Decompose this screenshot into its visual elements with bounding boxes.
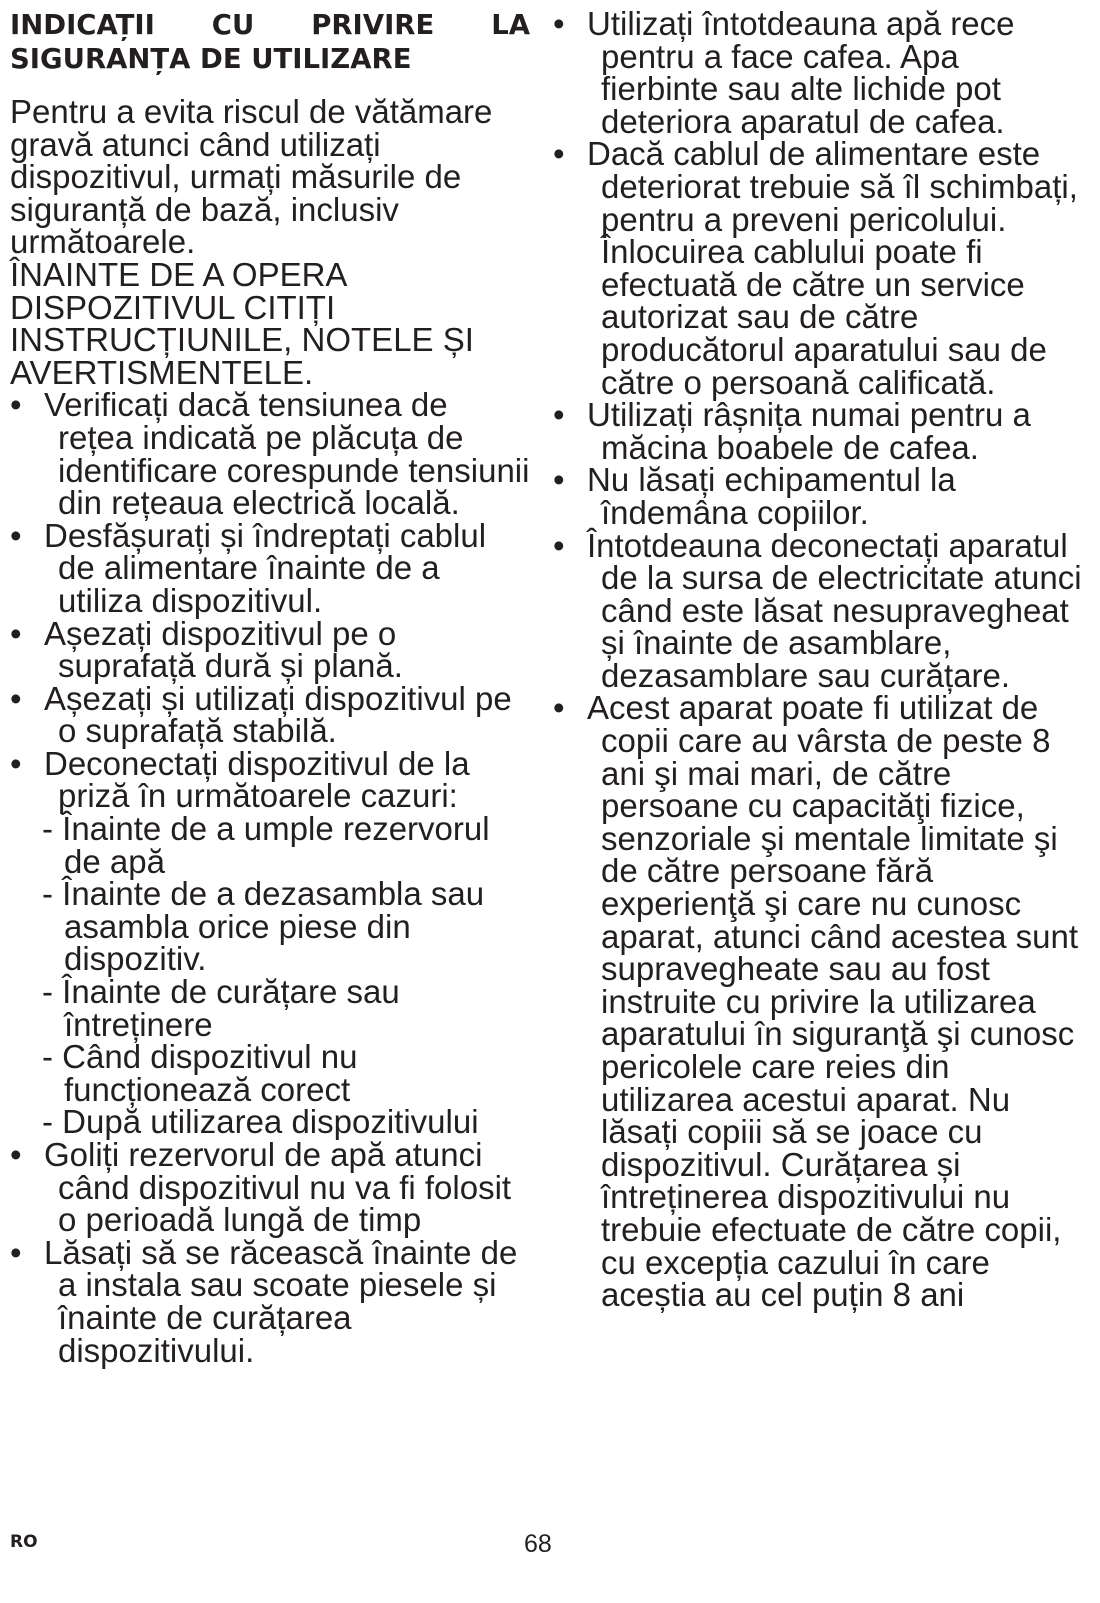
list-item: • Așezați și utilizați dispozitivul pe o suprafață stabilă. [10,679,512,750]
right-safety-list [553,5,1083,1314]
read-instructions-notice: ÎNAINTE DE A OPERA DISPOZITIVUL CITIȚI INSTRUCȚIUNILE, NOTELE ȘI AVERTISMENTELE. [10,255,474,391]
bullet-icon: • [553,135,565,173]
list-item: • Goliți rezervorul de apă atunci când dispozitivul nu va fi folosit o perioadă lungă de timp [10,1136,512,1239]
bullet-icon: • [553,5,565,42]
list-item: • Întotdeauna deconectați aparatul de la sursa de electricitate atunci când este lăsat nesupravegheat și înainte de asamblare, dezasamblare sau curățare. [553,526,1082,694]
sub-list-item: - Înainte de a umple rezervorul de apă [42,810,490,880]
bullet-icon: • [10,516,22,554]
page-number: 68 [524,1530,552,1558]
bullet-icon: • [10,386,22,424]
sub-list-item: - Când dispozitivul nu funcționează corect [42,1038,358,1108]
unplug-cases-list [10,810,530,1141]
bullet-icon: • [10,744,22,782]
left-safety-list-continued [10,1136,530,1369]
bullet-icon: • [10,1233,22,1271]
bullet-icon: • [553,396,565,434]
list-item: • Utilizați întotdeauna apă rece pentru a face cafea. Apa fierbinte sau alte lichide pot deteriora aparatul de cafea. [553,5,1015,140]
right-column [553,5,1083,1314]
bullet-icon: • [553,689,565,727]
list-item: • Verificați dacă tensiunea de rețea indicată pe plăcuța de identificare corespunde tensiunii din rețeaua electrică locală. [10,386,530,522]
intro-paragraph: Pentru a evita riscul de vătămare gravă atunci când utilizați dispozitivul, urmați măsurile de siguranță de bază, inclusiv următoarele. [10,93,493,261]
left-safety-list [10,386,530,815]
section-title: INDICAȚII CU PRIVIRE LA SIGURANȚA DE UTILIZARE [10,9,530,75]
sub-list-item: - Înainte de a dezasambla sau asambla orice piese din dispozitiv. [42,875,485,978]
list-item: • Lăsați să se răcească înainte de a instala sau scoate piesele și înainte de curățarea dispozitivului. [10,1233,518,1369]
list-item: • Așezați dispozitivul pe o suprafață dură și plană. [10,614,403,685]
sub-list-item: - Înainte de curățare sau întreținere [42,973,400,1043]
bullet-icon: • [553,526,565,564]
list-item: • Nu lăsați echipamentul la îndemâna copiilor. [553,461,956,531]
bullet-icon: • [10,1136,22,1173]
bullet-icon: • [10,614,22,652]
sub-list-item: - După utilizarea dispozitivului [42,1103,479,1141]
list-item: • Desfășurați și îndreptați cablul de alimentare înainte de a utiliza dispozitivul. [10,516,487,619]
list-item: • Dacă cablul de alimentare este deteriorat trebuie să îl schimbați, pentru a preveni pericolului. Înlocuirea cablului poate fi efectuată de către un service autorizat sau de către producătorul aparatului sau de către o persoană calificată. [553,135,1078,401]
list-item: • Utilizați râșnița numai pentru a măcina boabele de cafea. [553,396,1031,466]
left-column [10,8,530,1367]
bullet-icon: • [553,461,565,499]
language-code: RO [10,1532,38,1552]
bullet-icon: • [10,679,22,717]
list-item: • Acest aparat poate fi utilizat de copii care au vârsta de peste 8 ani şi mai mari, de către persoane cu capacităţi fizice, senzoriale şi mentale limitate şi de către persoane fără experienţă şi care nu cunosc aparat, atunci când acestea sunt supravegheate sau au fost instruite cu privire la utilizarea aparatului în siguranţă şi cunosc pericolele care reies din utilizarea acestui aparat. Nu lăsați copiii să se joace cu dispozitivul. Curățarea și întreținerea dispozitivului nu trebuie efectuate de către copii, cu excepția cazului în care aceștia au cel puțin 8 ani [553,689,1078,1314]
list-item: • Deconectați dispozitivul de la priză în următoarele cazuri: [10,744,470,815]
